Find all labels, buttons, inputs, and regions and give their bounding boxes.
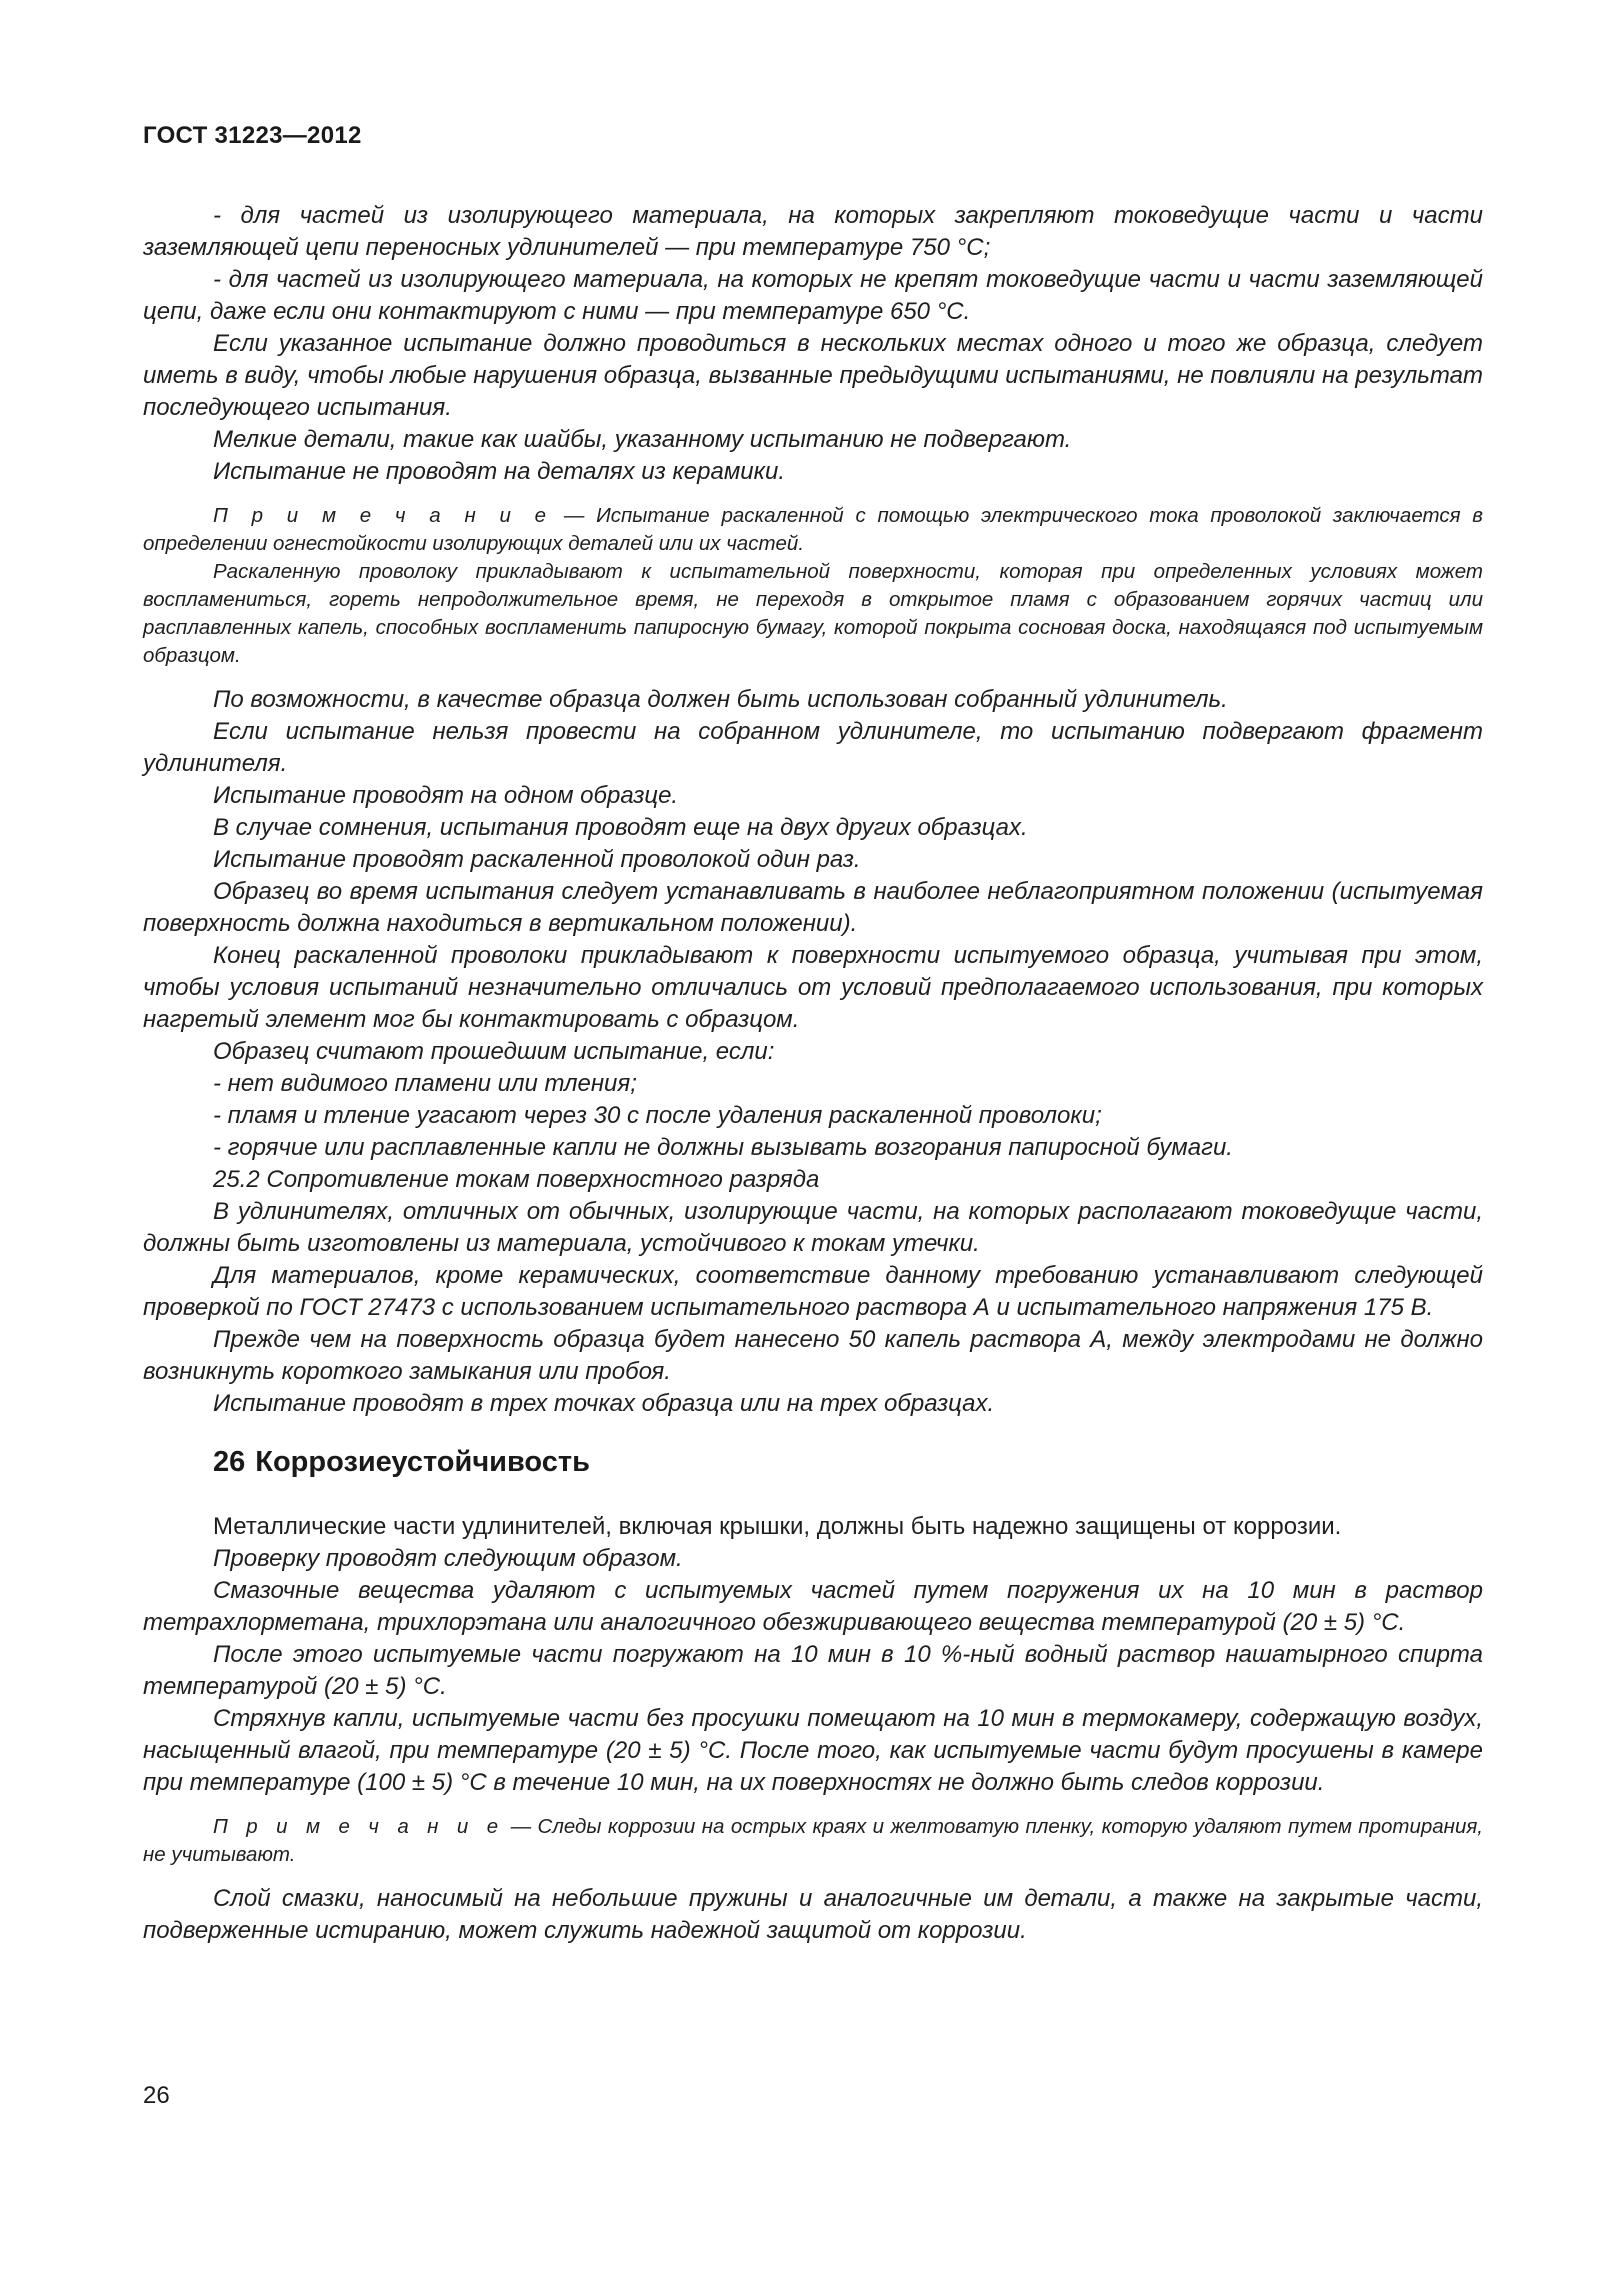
paragraph: После этого испытуемые части погружают на 10 мин в 10 %-ный водный раствор нашатырного спирта температурой (20 ± 5) °С. (143, 1641, 1483, 1700)
note-label: П р и м е ч а н и е (213, 504, 553, 527)
paragraph: Стряхнув капли, испытуемые части без просушки помещают на 10 мин в термокамеру, содержащую воздух, насыщенный влагой, при температуре (20 ± 5) °С. После того, как испытуемые части будут просушены в камере при температуре (100 ± 5) °С в течение 10 мин, на их поверхностях не должно быть следов коррозии. (143, 1705, 1483, 1796)
paragraph: Если испытание нельзя провести на собранном удлинителе, то испытанию подвергают фрагмент удлинителя. (143, 718, 1483, 777)
paragraph: Конец раскаленной проволоки прикладывают к поверхности испытуемого образца, учитывая при этом, чтобы условия испытаний незначительно отличались от условий предполагаемого использования, при которых нагретый элемент мог бы контактировать с образцом. (143, 942, 1483, 1033)
paragraph: Испытание проводят в трех точках образца или на трех образцах. (213, 1390, 995, 1417)
list-item: - горячие или расплавленные капли не должны вызывать возгорания папиросной бумаги. (213, 1134, 1233, 1161)
paragraph: По возможности, в качестве образца должен быть использован собранный удлинитель. (213, 686, 1228, 713)
paragraph: Для материалов, кроме керамических, соответствие данному требованию устанавливают следующей проверкой по ГОСТ 27473 с использованием испытательного раствора А и испытательного напряжения 175 В. (143, 1262, 1483, 1321)
paragraph: Прежде чем на поверхность образца будет нанесено 50 капель раствора А, между электродами не должно возникнуть короткого замыкания или пробоя. (143, 1326, 1483, 1385)
list-item: - нет видимого пламени или тления; (213, 1070, 637, 1097)
paragraph: Испытание проводят раскаленной проволокой один раз. (213, 846, 861, 873)
note-paragraph (143, 1813, 1483, 1869)
section-heading (213, 1446, 1483, 1479)
subsection-heading: 25.2 Сопротивление токам поверхностного разряда (213, 1166, 820, 1193)
note-label: П р и м е ч а н и е (213, 1815, 505, 1838)
document-body (143, 200, 1483, 1947)
paragraph: Проверку проводят следующим образом. (213, 1545, 683, 1572)
paragraph: В случае сомнения, испытания проводят еще на двух других образцах. (213, 814, 1028, 841)
section-title: Коррозиеустойчивость (255, 1446, 590, 1478)
paragraph: В удлинителях, отличных от обычных, изолирующие части, на которых располагают токоведущие части, должны быть изготовлены из материала, устойчивого к токам утечки. (143, 1198, 1483, 1257)
document-code-header: ГОСТ 31223—2012 (143, 122, 362, 149)
note-text: — Испытание раскаленной с помощью электрического тока проволокой заключается в определении огнестойкости изолирующих деталей или их частей. (143, 504, 1484, 555)
section-number: 26 (213, 1446, 246, 1478)
paragraph: Смазочные вещества удаляют с испытуемых частей путем погружения их на 10 мин в раствор тетрахлорметана, трихлорэтана или аналогичного обезжиривающего вещества температурой (20 ± 5) °С. (143, 1577, 1483, 1636)
paragraph: Образец во время испытания следует устанавливать в наиболее неблагоприятном положении (испытуемая поверхность должна находиться в вертикальном положении). (143, 878, 1483, 937)
paragraph: Испытание не проводят на деталях из керамики. (213, 458, 785, 485)
page-number: 26 (143, 2082, 170, 2109)
paragraph: Если указанное испытание должно проводиться в нескольких местах одного и того же образца, следует иметь в виду, чтобы любые нарушения образца, вызванные предыдущими испытаниями, не повлияли на результат последующего испытания. (143, 330, 1483, 421)
paragraph: Мелкие детали, такие как шайбы, указанному испытанию не подвергают. (213, 426, 1072, 453)
paragraph: Испытание проводят на одном образце. (213, 782, 679, 809)
paragraph: - для частей из изолирующего материала, на которых закрепляют токоведущие части и части заземляющей цепи переносных удлинителей — при температуре 750 °С; (143, 202, 1483, 261)
paragraph: Слой смазки, наносимый на небольшие пружины и аналогичные им детали, а также на закрытые части, подверженные истиранию, может служить надежной защитой от коррозии. (143, 1885, 1483, 1944)
paragraph: Металлические части удлинителей, включая крышки, должны быть надежно защищены от коррозии. (213, 1513, 1342, 1540)
paragraph: Образец считают прошедшим испытание, если: (213, 1038, 775, 1065)
note-paragraph (143, 502, 1483, 558)
note-text: — Следы коррозии на острых краях и желтоватую пленку, которую удаляют путем протирания, не учитывают. (143, 1815, 1483, 1866)
list-item: - пламя и тление угасают через 30 с после удаления раскаленной проволоки; (213, 1102, 1102, 1129)
paragraph: - для частей из изолирующего материала, на которых не крепят токоведущие части и части заземляющей цепи, даже если они контактируют с ними — при температуре 650 °С. (143, 266, 1483, 325)
note-continuation: Раскаленную проволоку прикладывают к испытательной поверхности, которая при определенных условиях может воспламениться, гореть непродолжительное время, не переходя в открытое пламя с образованием горячих частиц или расплавленных капель, способных воспламенить папиросную бумагу, которой покрыта сосновая доска, находящаяся под испытуемым образцом. (143, 560, 1483, 667)
